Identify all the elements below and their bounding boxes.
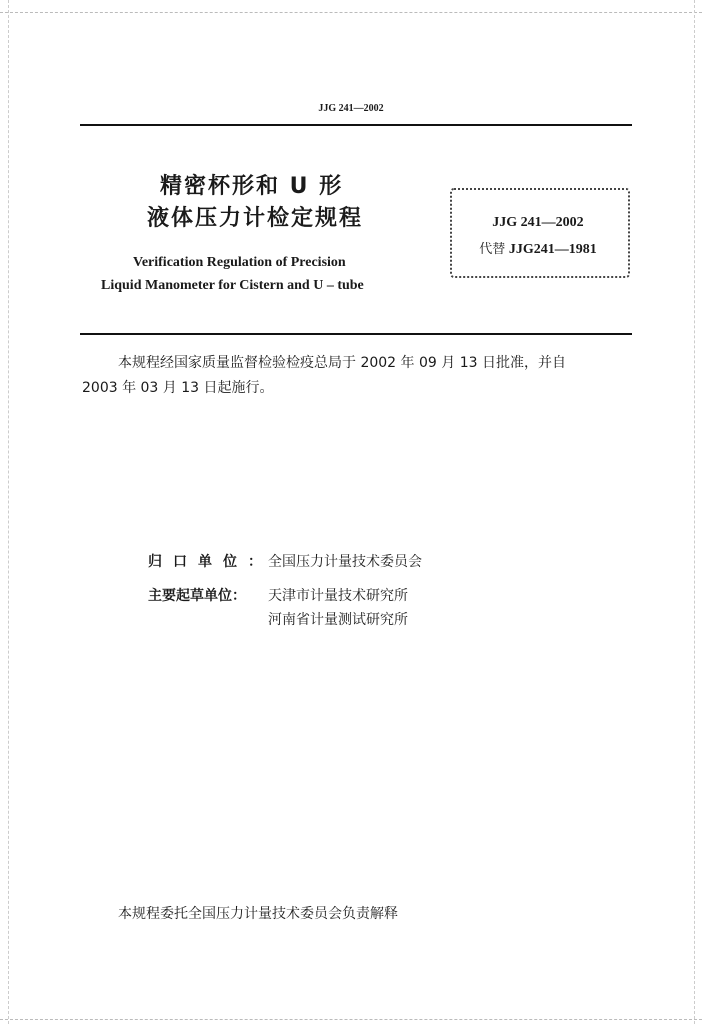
standard-code: JJG 241—2002 xyxy=(492,215,584,230)
title-cn-line2: 液体压力计检定规程 xyxy=(147,206,364,231)
replaced-standard-code: JJG241—1981 xyxy=(508,242,597,257)
title-en-line1: Verification Regulation of Precision xyxy=(133,255,346,270)
drafting-unit-label: 主要起草单位： xyxy=(148,588,246,604)
drafting-unit-value: 河南省计量测试研究所 xyxy=(268,612,408,628)
scan-edge-left xyxy=(8,0,9,1024)
title-cn-line1: 精密杯形和 U 形 xyxy=(160,174,344,199)
header-rule xyxy=(80,124,632,126)
drafting-unit-value: 天津市计量技术研究所 xyxy=(268,588,408,604)
scan-edge-top xyxy=(0,12,702,13)
scan-edge-right xyxy=(694,0,695,1024)
code-box xyxy=(450,188,630,278)
header-code: JJG 241—2002 xyxy=(318,103,384,114)
section-rule xyxy=(80,333,632,335)
approval-text-line1: 本规程经国家质量监督检验检疫总局于 2002 年 09 月 13 日批准，并自 xyxy=(118,355,566,371)
interpretation-note: 本规程委托全国压力计量技术委员会负责解释 xyxy=(118,906,398,922)
replaces-line xyxy=(450,238,626,258)
scan-edge-bottom xyxy=(0,1019,702,1020)
replaces-label: 代替 xyxy=(479,242,506,257)
title-en-line2: Liquid Manometer for Cistern and U – tube xyxy=(101,278,364,293)
approval-text-line2: 2003 年 03 月 13 日起施行。 xyxy=(82,380,274,396)
responsible-unit-value: 全国压力计量技术委员会 xyxy=(268,554,422,570)
responsible-unit-label: 归口单位： xyxy=(148,554,273,570)
